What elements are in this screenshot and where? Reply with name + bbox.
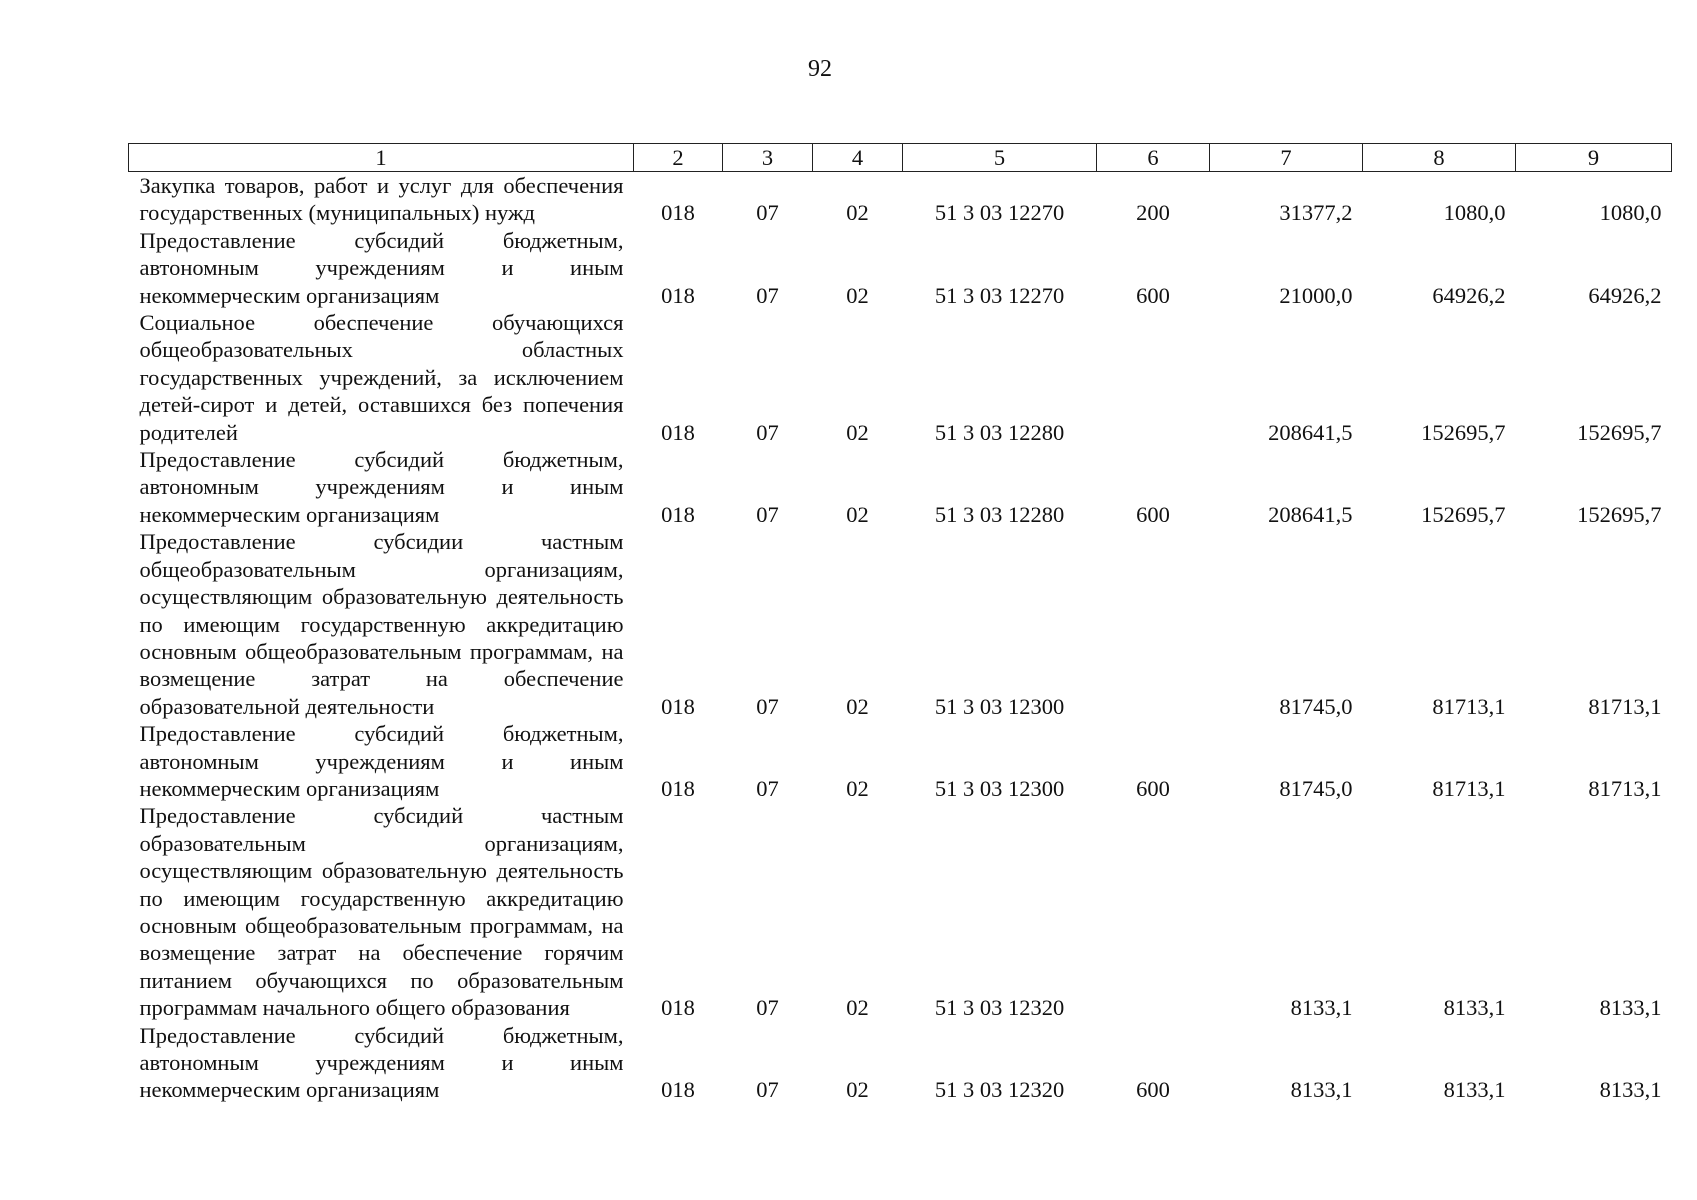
amount-column-8: 8133,1	[1443, 1077, 1506, 1103]
amount-column-8: 64926,2	[1432, 282, 1506, 308]
column-header-7: 7	[1210, 144, 1363, 172]
table-row	[129, 172, 1672, 227]
chapter-code: 018	[661, 775, 695, 801]
column-header-4: 4	[813, 144, 903, 172]
budget-table	[128, 143, 1672, 1104]
expense-type-code: 600	[1136, 501, 1170, 527]
table-row	[129, 720, 1672, 802]
section-code: 07	[756, 501, 779, 527]
amount-column-9: 8133,1	[1599, 1077, 1662, 1103]
expense-type-code	[1097, 802, 1210, 1021]
column-header-3: 3	[723, 144, 813, 172]
chapter-code: 018	[661, 419, 695, 445]
section-code: 07	[756, 282, 779, 308]
subsection-code: 02	[846, 693, 869, 719]
amount-column-7: 31377,2	[1279, 200, 1353, 226]
chapter-code: 018	[661, 995, 695, 1021]
amount-column-7: 8133,1	[1290, 995, 1353, 1021]
target-article-code: 51 3 03 12300	[934, 693, 1065, 719]
row-description: Социальное обеспечение обучающихся общеобразовательных областных государственных учреждений, за исключением детей-сирот и детей, оставшихся без попечения родителей	[139, 310, 624, 445]
amount-column-7: 81745,0	[1279, 775, 1353, 801]
amount-column-8: 1080,0	[1443, 200, 1506, 226]
column-header-1: 1	[129, 144, 634, 172]
amount-column-7: 208641,5	[1268, 501, 1353, 527]
amount-column-9: 81713,1	[1588, 693, 1662, 719]
chapter-code: 018	[661, 501, 695, 527]
target-article-code: 51 3 03 12270	[934, 200, 1065, 226]
amount-column-9: 152695,7	[1577, 501, 1662, 527]
table-row	[129, 227, 1672, 309]
section-code: 07	[756, 1077, 779, 1103]
row-description: Предоставление субсидий бюджетным, автономным учреждениям и иным некоммерческим организациям	[139, 1022, 624, 1103]
amount-column-8: 152695,7	[1421, 501, 1506, 527]
chapter-code: 018	[661, 200, 695, 226]
page-number: 92	[808, 56, 832, 82]
row-description: Предоставление субсидий частным образовательным организациям, осуществляющим образовательную деятельность по имеющим государственную аккредитацию основным общеобразовательным программам, на возмещение затрат на обеспечение горячим питанием обучающихся по образовательным программам начального общего образования	[139, 803, 624, 1021]
target-article-code: 51 3 03 12300	[934, 775, 1065, 801]
amount-column-7: 81745,0	[1279, 693, 1353, 719]
target-article-code: 51 3 03 12320	[934, 1077, 1065, 1103]
amount-column-8: 81713,1	[1432, 775, 1506, 801]
subsection-code: 02	[846, 1077, 869, 1103]
subsection-code: 02	[846, 775, 869, 801]
column-header-2: 2	[634, 144, 723, 172]
chapter-code: 018	[661, 1077, 695, 1103]
amount-column-8: 8133,1	[1443, 995, 1506, 1021]
table-row	[129, 528, 1672, 720]
expense-type-code	[1097, 528, 1210, 720]
column-header-6: 6	[1097, 144, 1210, 172]
section-code: 07	[756, 200, 779, 226]
subsection-code: 02	[846, 200, 869, 226]
chapter-code: 018	[661, 282, 695, 308]
section-code: 07	[756, 693, 779, 719]
table-row	[129, 1022, 1672, 1104]
target-article-code: 51 3 03 12270	[934, 282, 1065, 308]
expense-type-code	[1097, 309, 1210, 446]
subsection-code: 02	[846, 419, 869, 445]
target-article-code: 51 3 03 12280	[934, 419, 1065, 445]
amount-column-9: 8133,1	[1599, 995, 1662, 1021]
section-code: 07	[756, 419, 779, 445]
column-header-5: 5	[903, 144, 1097, 172]
table-row	[129, 309, 1672, 446]
subsection-code: 02	[846, 501, 869, 527]
expense-type-code: 600	[1136, 775, 1170, 801]
expense-type-code: 600	[1136, 1077, 1170, 1103]
subsection-code: 02	[846, 282, 869, 308]
table-body	[129, 172, 1672, 1104]
amount-column-7: 21000,0	[1279, 282, 1353, 308]
amount-column-9: 1080,0	[1599, 200, 1662, 226]
amount-column-8: 81713,1	[1432, 693, 1506, 719]
row-description: Закупка товаров, работ и услуг для обеспечения государственных (муниципальных) нужд	[139, 173, 624, 226]
chapter-code: 018	[661, 693, 695, 719]
column-header-9: 9	[1516, 144, 1672, 172]
row-description: Предоставление субсидий бюджетным, автономным учреждениям и иным некоммерческим организациям	[139, 447, 624, 527]
amount-column-8: 152695,7	[1421, 419, 1506, 445]
table-row	[129, 802, 1672, 1021]
amount-column-7: 208641,5	[1268, 419, 1353, 445]
amount-column-9: 64926,2	[1588, 282, 1662, 308]
row-description: Предоставление субсидий бюджетным, автономным учреждениям и иным некоммерческим организациям	[139, 227, 624, 308]
section-code: 07	[756, 995, 779, 1021]
section-code: 07	[756, 775, 779, 801]
row-description: Предоставление субсидий бюджетным, автономным учреждениям и иным некоммерческим организациям	[139, 721, 624, 801]
expense-type-code: 600	[1136, 282, 1170, 308]
target-article-code: 51 3 03 12280	[934, 501, 1065, 527]
table-row	[129, 446, 1672, 528]
subsection-code: 02	[846, 995, 869, 1021]
target-article-code: 51 3 03 12320	[934, 995, 1065, 1021]
amount-column-9: 152695,7	[1577, 419, 1662, 445]
amount-column-9: 81713,1	[1588, 775, 1662, 801]
expense-type-code: 200	[1136, 200, 1170, 226]
row-description: Предоставление субсидии частным общеобразовательным организациям, осуществляющим образовательную деятельность по имеющим государственную аккредитацию основным общеобразовательным программам, на возмещение затрат на обеспечение образовательной деятельности	[139, 529, 624, 719]
table-header-row	[129, 144, 1672, 172]
column-header-8: 8	[1363, 144, 1516, 172]
amount-column-7: 8133,1	[1290, 1077, 1353, 1103]
